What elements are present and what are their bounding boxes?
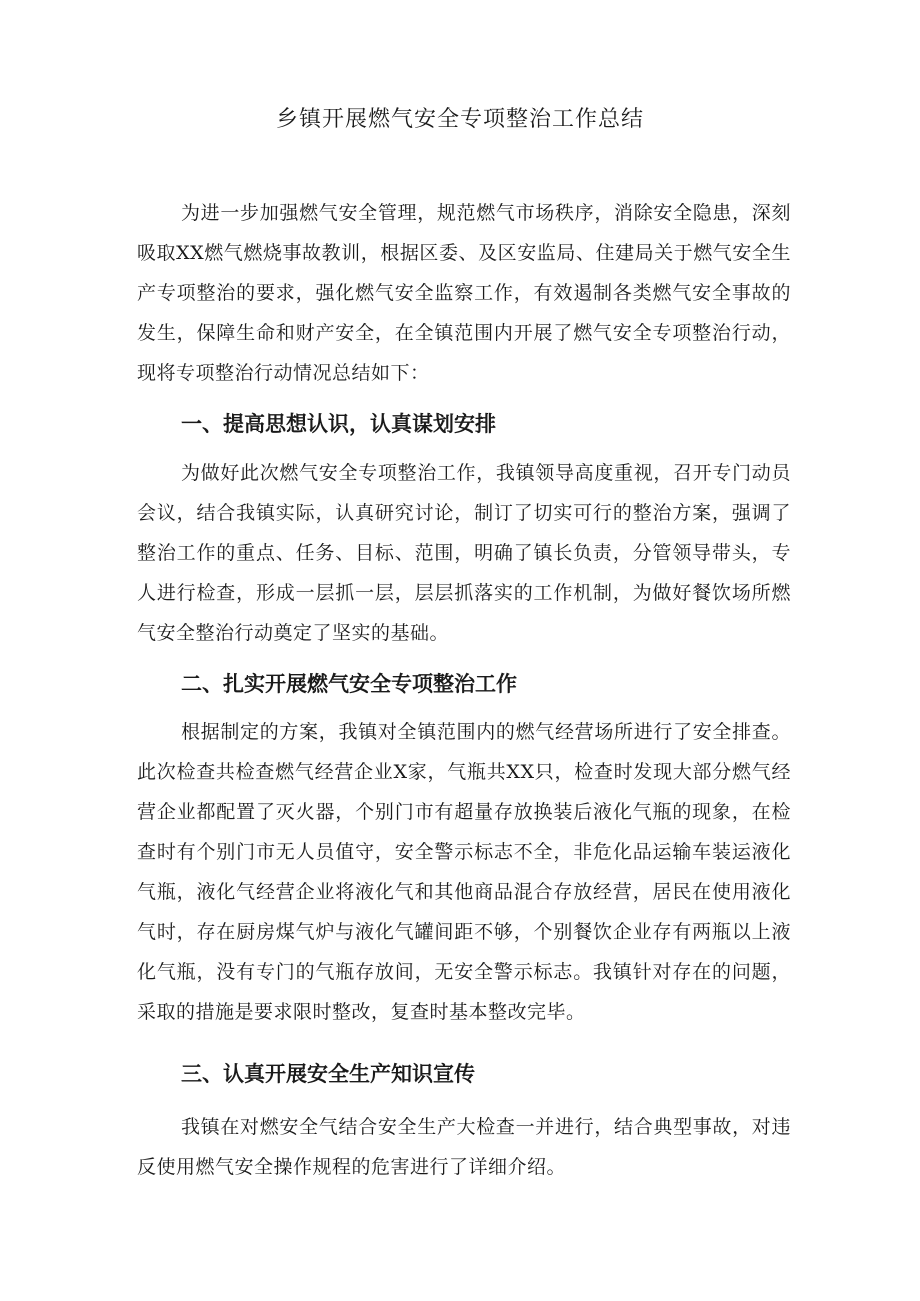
section-1-paragraph: 为做好此次燃气安全专项整治工作，我镇领导高度重视，召开专门动员会议，结合我镇实际，认真研究讨论，制订了切实可行的整治方案，强调了整治工作的重点、任务、目标、范围，明确了镇长负责，分管领导带头，专人进行检查，形成一层抓一层，层层抓落实的工作机制，为做好餐饮场所燃气安全整治行动奠定了坚实的基础。	[137, 462, 791, 644]
intro-paragraph: 为进一步加强燃气安全管理，规范燃气市场秩序，消除安全隐患，深刻吸取XX燃气燃烧事故教训，根据区委、及区安监局、住建局关于燃气安全生产专项整治的要求，强化燃气安全监察工作，有效遏制各类燃气安全事故的发生，保障生命和财产安全，在全镇范围内开展了燃气安全专项整治行动，现将专项整治行动情况总结如下：	[137, 202, 791, 384]
document-title: 乡镇开展燃气安全专项整治工作总结	[275, 107, 644, 132]
section-2-heading: 二、扎实开展燃气安全专项整治工作	[181, 672, 517, 696]
section-3-paragraph: 我镇在对燃安全气结合安全生产大检查一并进行，结合典型事故，对违反使用燃气安全操作规程的危害进行了详细介绍。	[137, 1116, 791, 1178]
section-1-heading: 一、提高思想认识，认真谋划安排	[181, 412, 496, 436]
section-3-heading: 三、认真开展安全生产知识宣传	[181, 1062, 475, 1086]
section-2-paragraph: 根据制定的方案，我镇对全镇范围内的燃气经营场所进行了安全排查。此次检查共检查燃气经营企业X家，气瓶共XX只，检查时发现大部分燃气经营企业都配置了灭火器，个别门市有超量存放换装后液化气瓶的现象，在检查时有个别门市无人员值守，安全警示标志不全，非危化品运输车装运液化气瓶，液化气经营企业将液化气和其他商品混合存放经营，居民在使用液化气时，存在厨房煤气炉与液化气罐间距不够，个别餐饮企业存有两瓶以上液化气瓶，没有专门的气瓶存放间，无安全警示标志。我镇针对存在的问题，采取的措施是要求限时整改，复查时基本整改完毕。	[137, 721, 791, 1023]
